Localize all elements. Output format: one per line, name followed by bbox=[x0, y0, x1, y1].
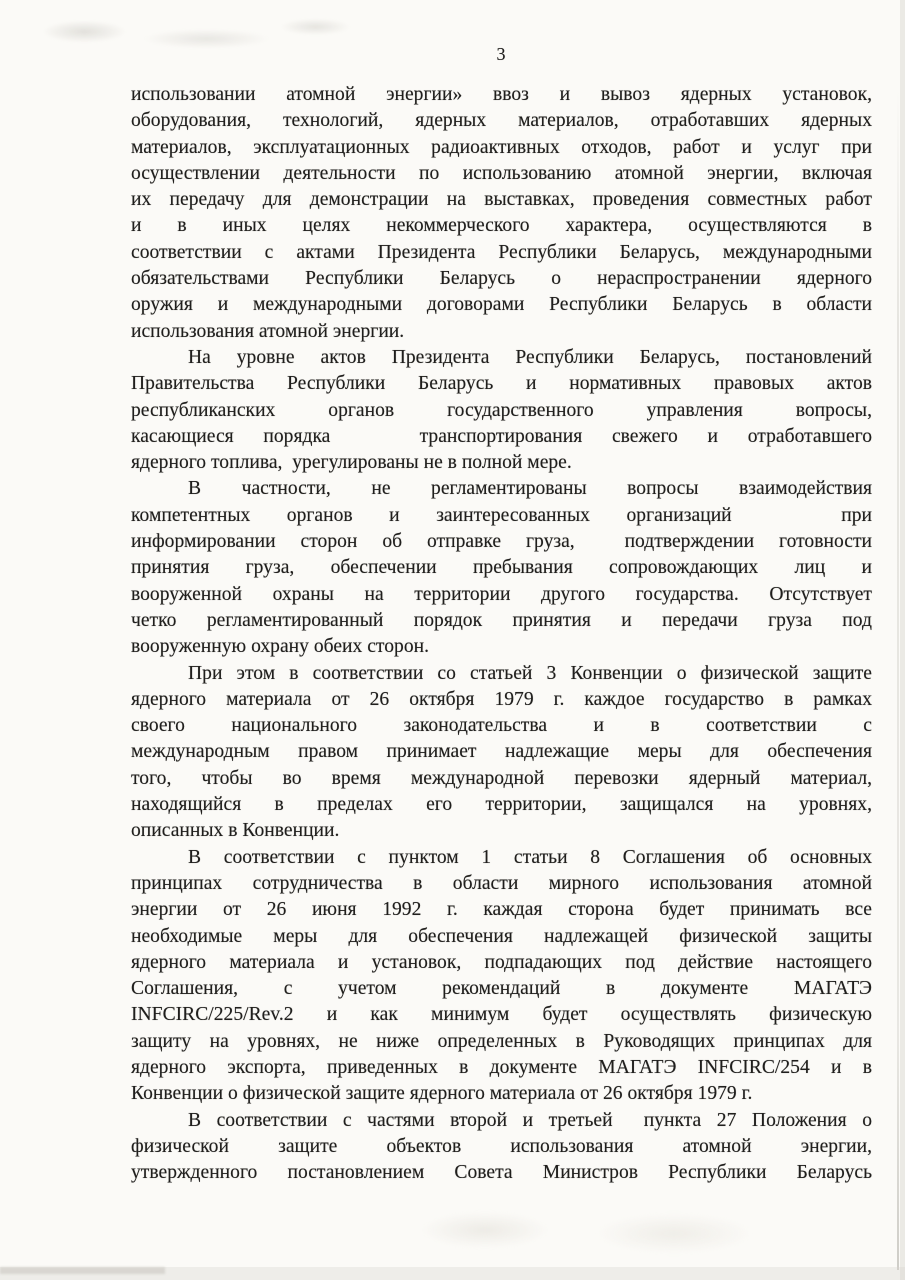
text-line: В соответствии с частями второй и третьей пункта 27 Положения о bbox=[188, 1109, 872, 1131]
text-line: принятия груза, обеспечении пребывания сопровождающих лиц и bbox=[131, 557, 872, 579]
text-line: того, чтобы во время международной перевозки ядерный материал, bbox=[131, 767, 872, 789]
paragraph bbox=[131, 476, 872, 660]
document-body bbox=[131, 82, 872, 1186]
text-line: необходимые меры для обеспечения надлежащей физической защиты bbox=[131, 925, 872, 947]
text-line: использовании атомной энергии» ввоз и вывоз ядерных установок, bbox=[131, 84, 872, 105]
text-line: ядерного материала и установок, подпадающих под действие настоящего bbox=[131, 951, 872, 973]
text-line: ядерного экспорта, приведенных в документе МАГАТЭ INFCIRC/254 и в bbox=[131, 1056, 872, 1078]
scan-strip-bottom-left bbox=[0, 1267, 165, 1274]
text-line: вооруженной охраны на территории другого государства. Отсутствует bbox=[131, 583, 872, 605]
paragraph bbox=[131, 82, 872, 345]
text-line: При этом в соответствии со статьей 3 Конвенции о физической защите bbox=[188, 662, 872, 684]
text-line: материалов, эксплуатационных радиоактивных отходов, работ и услуг при bbox=[131, 136, 872, 158]
scan-blotch bbox=[380, 1195, 800, 1265]
text-line: информировании сторон об отправке груза, подтверждении готовности bbox=[131, 531, 872, 553]
text-line: республиканских органов государственного управления вопросы, bbox=[131, 399, 872, 421]
paragraph bbox=[131, 661, 872, 845]
text-line: ядерного топлива, урегулированы не в полной мере. bbox=[131, 452, 572, 474]
text-line: физической защите объектов использования атомной энергии, bbox=[131, 1135, 872, 1157]
text-line: принципах сотрудничества в области мирного использования атомной bbox=[131, 872, 872, 894]
text-line: компетентных органов и заинтересованных организаций при bbox=[131, 504, 872, 526]
text-line: На уровне актов Президента Республики Беларусь, постановлений bbox=[188, 346, 872, 368]
text-line: касающиеся порядка транспортирования свежего и отработавшего bbox=[131, 425, 872, 447]
text-line: Конвенции о физической защите ядерного материала от 26 октября 1979 г. bbox=[131, 1083, 753, 1105]
text-line: своего национального законодательства и в соответствии с bbox=[131, 715, 872, 737]
text-line: осуществлении деятельности по использованию атомной энергии, включая bbox=[131, 162, 872, 184]
text-line: оборудования, технологий, ядерных материалов, отработавших ядерных bbox=[131, 110, 872, 132]
text-line: В частности, не регламентированы вопросы взаимодействия bbox=[188, 478, 872, 500]
text-line: Правительства Республики Беларусь и нормативных правовых актов bbox=[131, 373, 872, 395]
text-line: оружия и международными договорами Республики Беларусь в области bbox=[131, 294, 872, 316]
text-line: вооруженную охрану обеих сторон. bbox=[131, 636, 430, 658]
text-line: ядерного материала от 26 октября 1979 г. каждое государство в рамках bbox=[131, 688, 872, 710]
scan-edge-right-line bbox=[897, 90, 899, 1270]
paragraph bbox=[131, 845, 872, 1108]
text-line: их передачу для демонстрации на выставках, проведения совместных работ bbox=[131, 189, 872, 211]
text-line: Соглашения, с учетом рекомендаций в документе МАГАТЭ bbox=[131, 978, 872, 1000]
paragraph bbox=[131, 1108, 872, 1187]
text-line: соответствии с актами Президента Республики Беларусь, международными bbox=[131, 241, 872, 263]
page-number: 3 bbox=[496, 44, 507, 64]
scan-edge-right-band bbox=[900, 0, 905, 1280]
text-line: утвержденного постановлением Совета Министров Республики Беларусь bbox=[131, 1162, 872, 1184]
text-line: INFCIRC/225/Rev.2 и как минимум будет осуществлять физическую bbox=[131, 1004, 872, 1026]
paragraph bbox=[131, 345, 872, 476]
text-line: международным правом принимает надлежащие меры для обеспечения bbox=[131, 741, 872, 763]
text-line: использования атомной энергии. bbox=[131, 320, 405, 342]
text-line: и в иных целях некоммерческого характера, осуществляются в bbox=[131, 215, 872, 237]
text-line: В соответствии с пунктом 1 статьи 8 Соглашения об основных bbox=[188, 846, 872, 868]
text-line: описанных в Конвенции. bbox=[131, 820, 340, 842]
text-line: четко регламентированный порядок принятия и передачи груза под bbox=[131, 609, 872, 631]
text-line: обязательствами Республики Беларусь о нераспространении ядерного bbox=[131, 268, 872, 290]
text-line: находящийся в пределах его территории, защищался на уровнях, bbox=[131, 794, 872, 816]
text-line: защиту на уровнях, не ниже определенных в Руководящих принципах для bbox=[131, 1030, 872, 1052]
text-line: энергии от 26 июня 1992 г. каждая сторона будет принимать все bbox=[131, 899, 872, 921]
